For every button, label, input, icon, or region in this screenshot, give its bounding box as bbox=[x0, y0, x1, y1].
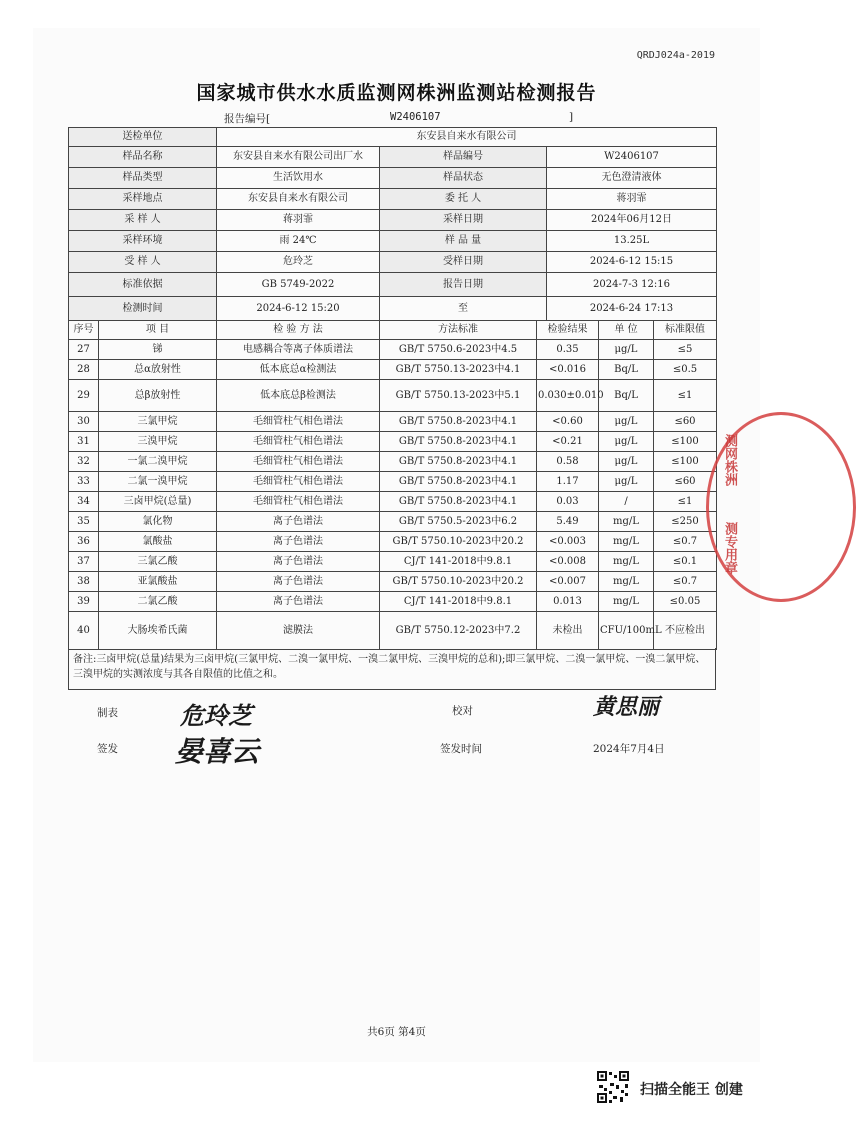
table-row bbox=[69, 552, 717, 572]
row-method: 毛细管柱气相色谱法 bbox=[217, 412, 380, 432]
row-result: <0.60 bbox=[537, 412, 599, 432]
row-no: 31 bbox=[69, 432, 99, 452]
row-standard: GB/T 5750.10-2023中20.2 bbox=[380, 532, 537, 552]
row-standard: GB/T 5750.8-2023中4.1 bbox=[380, 472, 537, 492]
row-item: 二氯一溴甲烷 bbox=[99, 472, 217, 492]
report-title: 国家城市供水水质监测网株洲监测站检测报告 bbox=[196, 82, 597, 104]
row-item: 三氯乙酸 bbox=[99, 552, 217, 572]
header-cell: 检验结果 bbox=[537, 321, 599, 340]
row-item: 一氯二溴甲烷 bbox=[99, 452, 217, 472]
checked-signature: 黄思丽 bbox=[593, 694, 660, 720]
row-method: 低本底总β检测法 bbox=[217, 380, 380, 412]
table-row bbox=[69, 452, 717, 472]
table-row bbox=[69, 532, 717, 552]
row-item: 总β放射性 bbox=[99, 380, 217, 412]
header-cell: 序号 bbox=[69, 321, 99, 340]
location-label: 采样地点 bbox=[69, 189, 217, 210]
row-unit: mg/L bbox=[599, 592, 654, 612]
issue-time-label: 签发时间 bbox=[440, 743, 482, 755]
header-cell: 项 目 bbox=[99, 321, 217, 340]
row-method: 离子色谱法 bbox=[217, 592, 380, 612]
sample-name-label: 样品名称 bbox=[69, 147, 217, 168]
row-unit: mg/L bbox=[599, 572, 654, 592]
row-no: 37 bbox=[69, 552, 99, 572]
row-limit: ≤100 bbox=[654, 452, 717, 472]
row-result: <0.016 bbox=[537, 360, 599, 380]
report-number-value: W2406107 bbox=[390, 111, 441, 123]
receive-date-label: 受样日期 bbox=[380, 252, 547, 273]
row-result: <0.003 bbox=[537, 532, 599, 552]
row-item: 三氯甲烷 bbox=[99, 412, 217, 432]
row-standard: GB/T 5750.12-2023中7.2 bbox=[380, 612, 537, 650]
row-limit: ≤1 bbox=[654, 492, 717, 512]
table-row bbox=[69, 612, 717, 650]
row-no: 33 bbox=[69, 472, 99, 492]
table-row bbox=[69, 360, 717, 380]
row-no: 35 bbox=[69, 512, 99, 532]
row-unit: / bbox=[599, 492, 654, 512]
header-cell: 单 位 bbox=[599, 321, 654, 340]
report-number bbox=[224, 111, 574, 126]
table-row bbox=[69, 512, 717, 532]
row-result: 0.013 bbox=[537, 592, 599, 612]
amount-value: 13.25L bbox=[547, 231, 717, 252]
row-limit: ≤0.5 bbox=[654, 360, 717, 380]
sample-name-value: 东安县自来水有限公司出厂水 bbox=[217, 147, 380, 168]
page-number: 共6页 第4页 bbox=[367, 1026, 426, 1038]
row-no: 40 bbox=[69, 612, 99, 650]
row-item: 氯化物 bbox=[99, 512, 217, 532]
prepared-signature: 危玲芝 bbox=[180, 701, 252, 730]
row-method: 低本底总α检测法 bbox=[217, 360, 380, 380]
sampler-label: 采 样 人 bbox=[69, 210, 217, 231]
standard-value: GB 5749-2022 bbox=[217, 273, 380, 297]
client-value: 东安县自来水有限公司 bbox=[217, 128, 717, 147]
row-standard: GB/T 5750.8-2023中4.1 bbox=[380, 412, 537, 432]
row-item: 氯酸盐 bbox=[99, 532, 217, 552]
row-unit: mg/L bbox=[599, 512, 654, 532]
sample-date-value: 2024年06月12日 bbox=[547, 210, 717, 231]
row-limit: ≤0.05 bbox=[654, 592, 717, 612]
row-unit: μg/L bbox=[599, 472, 654, 492]
table-row bbox=[69, 432, 717, 452]
row-unit: Bq/L bbox=[599, 380, 654, 412]
row-item: 总α放射性 bbox=[99, 360, 217, 380]
row-limit: 不应检出 bbox=[654, 612, 717, 650]
sample-info-table bbox=[68, 127, 717, 321]
row-unit: μg/L bbox=[599, 452, 654, 472]
row-no: 36 bbox=[69, 532, 99, 552]
issue-time-value: 2024年7月4日 bbox=[593, 743, 665, 755]
row-unit: μg/L bbox=[599, 432, 654, 452]
table-row bbox=[69, 380, 717, 412]
row-item: 锑 bbox=[99, 340, 217, 360]
sample-no-value: W2406107 bbox=[547, 147, 717, 168]
row-unit: μg/L bbox=[599, 340, 654, 360]
env-value: 雨 24℃ bbox=[217, 231, 380, 252]
row-standard: CJ/T 141-2018中9.8.1 bbox=[380, 552, 537, 572]
row-standard: GB/T 5750.13-2023中5.1 bbox=[380, 380, 537, 412]
row-item: 三溴甲烷 bbox=[99, 432, 217, 452]
row-limit: ≤0.7 bbox=[654, 532, 717, 552]
row-result: <0.007 bbox=[537, 572, 599, 592]
results-header-row bbox=[69, 321, 717, 340]
row-standard: GB/T 5750.8-2023中4.1 bbox=[380, 452, 537, 472]
report-number-label: 报告编号[ bbox=[224, 113, 271, 125]
standard-label: 标准依据 bbox=[69, 273, 217, 297]
test-time-label: 检测时间 bbox=[69, 297, 217, 321]
seal-text-2: 测专用章 bbox=[722, 522, 737, 574]
row-result: 未检出 bbox=[537, 612, 599, 650]
app-brand: 扫描全能王 创建 bbox=[640, 1082, 743, 1098]
env-label: 采样环境 bbox=[69, 231, 217, 252]
row-item: 三卤甲烷(总量) bbox=[99, 492, 217, 512]
row-standard: GB/T 5750.10-2023中20.2 bbox=[380, 572, 537, 592]
row-result: 0.03 bbox=[537, 492, 599, 512]
receiver-label: 受 样 人 bbox=[69, 252, 217, 273]
report-date-label: 报告日期 bbox=[380, 273, 547, 297]
sample-state-label: 样品状态 bbox=[380, 168, 547, 189]
row-method: 离子色谱法 bbox=[217, 572, 380, 592]
row-limit: ≤1 bbox=[654, 380, 717, 412]
row-item: 大肠埃希氏菌 bbox=[99, 612, 217, 650]
row-result: 0.35 bbox=[537, 340, 599, 360]
table-row bbox=[69, 340, 717, 360]
row-no: 32 bbox=[69, 452, 99, 472]
row-no: 29 bbox=[69, 380, 99, 412]
test-start-value: 2024-6-12 15:20 bbox=[217, 297, 380, 321]
row-method: 滤膜法 bbox=[217, 612, 380, 650]
test-end-value: 2024-6-24 17:13 bbox=[547, 297, 717, 321]
sample-type-value: 生活饮用水 bbox=[217, 168, 380, 189]
row-method: 毛细管柱气相色谱法 bbox=[217, 492, 380, 512]
client-label: 送检单位 bbox=[69, 128, 217, 147]
row-unit: mg/L bbox=[599, 532, 654, 552]
row-unit: CFU/100mL bbox=[599, 612, 654, 650]
row-limit: ≤0.7 bbox=[654, 572, 717, 592]
results-table bbox=[68, 320, 717, 650]
row-method: 电感耦合等离子体质谱法 bbox=[217, 340, 380, 360]
report-number-close: ] bbox=[569, 111, 574, 123]
sample-date-label: 采样日期 bbox=[380, 210, 547, 231]
row-result: 5.49 bbox=[537, 512, 599, 532]
qr-code-icon bbox=[596, 1070, 630, 1104]
row-method: 离子色谱法 bbox=[217, 552, 380, 572]
row-unit: Bq/L bbox=[599, 360, 654, 380]
row-standard: GB/T 5750.13-2023中4.1 bbox=[380, 360, 537, 380]
sample-type-label: 样品类型 bbox=[69, 168, 217, 189]
row-no: 38 bbox=[69, 572, 99, 592]
header-cell: 检 验 方 法 bbox=[217, 321, 380, 340]
row-standard: GB/T 5750.6-2023中4.5 bbox=[380, 340, 537, 360]
table-row bbox=[69, 592, 717, 612]
row-limit: ≤60 bbox=[654, 472, 717, 492]
row-method: 毛细管柱气相色谱法 bbox=[217, 472, 380, 492]
table-row bbox=[69, 412, 717, 432]
row-no: 34 bbox=[69, 492, 99, 512]
seal-text: 测网株洲 bbox=[722, 434, 737, 486]
location-value: 东安县自来水有限公司 bbox=[217, 189, 380, 210]
issued-label: 签发 bbox=[97, 743, 118, 755]
row-item: 亚氯酸盐 bbox=[99, 572, 217, 592]
row-result: 1.17 bbox=[537, 472, 599, 492]
header-cell: 方法标准 bbox=[380, 321, 537, 340]
row-method: 毛细管柱气相色谱法 bbox=[217, 452, 380, 472]
receive-date-value: 2024-6-12 15:15 bbox=[547, 252, 717, 273]
commissioner-label: 委 托 人 bbox=[380, 189, 547, 210]
row-standard: GB/T 5750.5-2023中6.2 bbox=[380, 512, 537, 532]
row-result: <0.21 bbox=[537, 432, 599, 452]
row-standard: GB/T 5750.8-2023中4.1 bbox=[380, 432, 537, 452]
row-limit: ≤60 bbox=[654, 412, 717, 432]
row-standard: GB/T 5750.8-2023中4.1 bbox=[380, 492, 537, 512]
row-unit: μg/L bbox=[599, 412, 654, 432]
checked-label: 校对 bbox=[452, 705, 473, 717]
row-limit: ≤250 bbox=[654, 512, 717, 532]
header-cell: 标准限值 bbox=[654, 321, 717, 340]
row-method: 离子色谱法 bbox=[217, 512, 380, 532]
remarks: 备注:三卤甲烷(总量)结果为三卤甲烷(三氯甲烷、二溴一氯甲烷、一溴二氯甲烷、三溴甲烷的总和);即三氯甲烷、二溴一氯甲烷、一溴二氯甲烷、三溴甲烷的实测浓度与其各自限值的比值之和。 bbox=[68, 648, 716, 690]
sample-no-label: 样品编号 bbox=[380, 147, 547, 168]
row-limit: ≤5 bbox=[654, 340, 717, 360]
test-to-label: 至 bbox=[380, 297, 547, 321]
sample-state-value: 无色澄清液体 bbox=[547, 168, 717, 189]
row-no: 28 bbox=[69, 360, 99, 380]
official-seal bbox=[706, 412, 762, 602]
row-no: 27 bbox=[69, 340, 99, 360]
prepared-label: 制表 bbox=[97, 707, 118, 719]
row-limit: ≤0.1 bbox=[654, 552, 717, 572]
table-row bbox=[69, 472, 717, 492]
table-row bbox=[69, 492, 717, 512]
row-item: 二氯乙酸 bbox=[99, 592, 217, 612]
receiver-value: 危玲芝 bbox=[217, 252, 380, 273]
row-unit: mg/L bbox=[599, 552, 654, 572]
row-method: 毛细管柱气相色谱法 bbox=[217, 432, 380, 452]
row-limit: ≤100 bbox=[654, 432, 717, 452]
row-result: 0.030±0.010 bbox=[537, 380, 599, 412]
row-method: 离子色谱法 bbox=[217, 532, 380, 552]
sampler-value: 蒋羽霏 bbox=[217, 210, 380, 231]
table-row bbox=[69, 572, 717, 592]
commissioner-value: 蒋羽霏 bbox=[547, 189, 717, 210]
row-result: <0.008 bbox=[537, 552, 599, 572]
amount-label: 样 品 量 bbox=[380, 231, 547, 252]
report-date-value: 2024-7-3 12:16 bbox=[547, 273, 717, 297]
row-no: 30 bbox=[69, 412, 99, 432]
form-code: QRDJ024a-2019 bbox=[636, 50, 715, 61]
row-no: 39 bbox=[69, 592, 99, 612]
row-standard: CJ/T 141-2018中9.8.1 bbox=[380, 592, 537, 612]
row-result: 0.58 bbox=[537, 452, 599, 472]
issued-signature: 晏喜云 bbox=[175, 735, 260, 768]
